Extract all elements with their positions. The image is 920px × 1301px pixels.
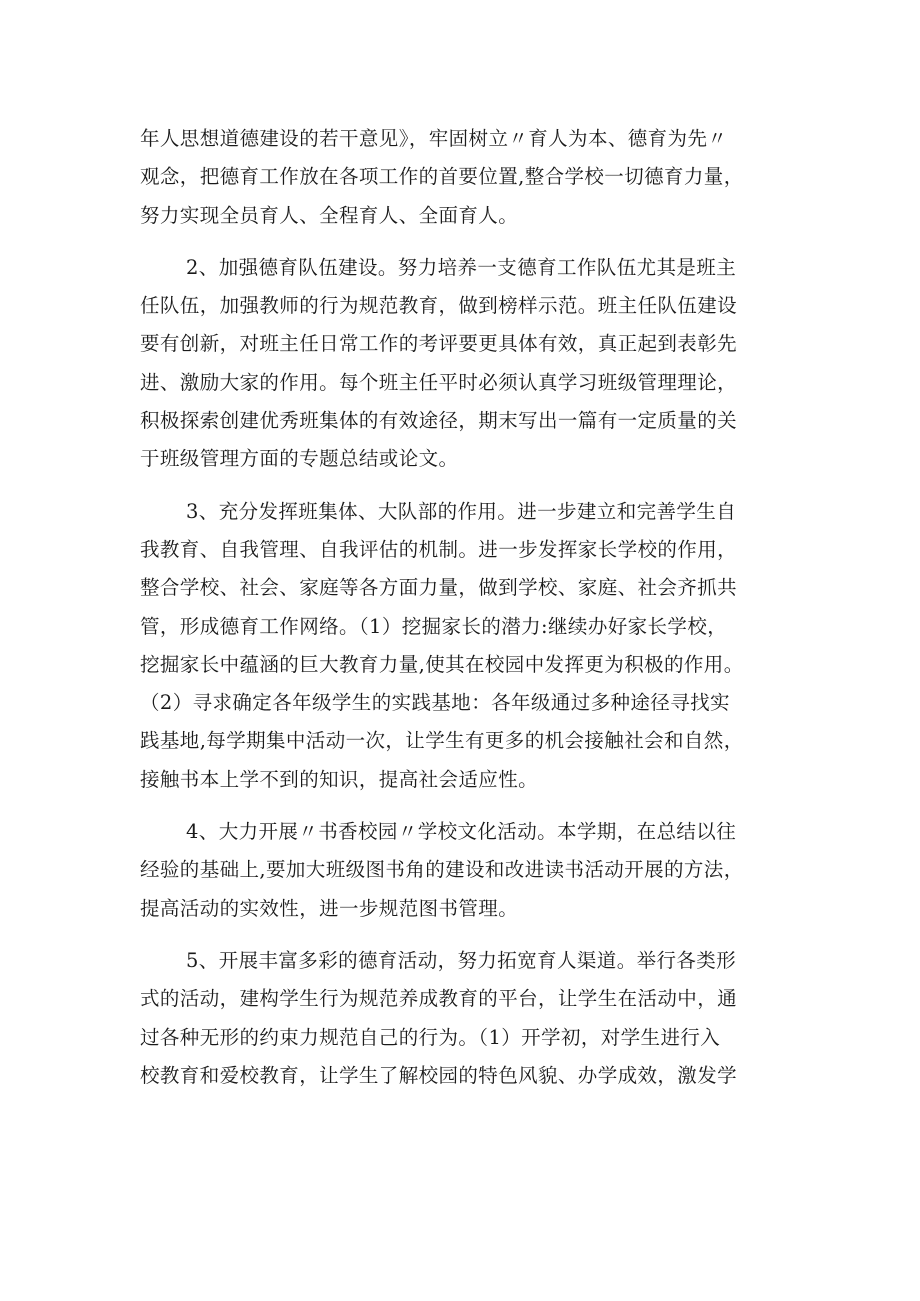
text-line: 过各种无形的约束力规范自己的行为。（1）开学初，对学生进行入 [140, 1025, 721, 1049]
text-line: 提高活动的实效性，进一步规范图书管理。 [140, 896, 519, 920]
text-line: 践基地,每学期集中活动一次，让学生有更多的机会接触社会和自然， [140, 729, 744, 753]
text-line: 我教育、自我管理、自我评估的机制。进一步发挥家长学校的作用， [140, 537, 738, 561]
text-line: 式的活动，建构学生行为规范养成教育的平台，让学生在活动中，通 [140, 987, 738, 1011]
text-line: （2）寻求确定各年级学生的实践基地：各年级通过多种途径寻找实 [140, 691, 730, 715]
body-text [140, 120, 790, 1109]
text-line: 管，形成德育工作网络。（1）挖掘家长的潜力:继续办好家长学校， [140, 614, 728, 638]
paragraph-0 [140, 120, 790, 235]
text-line: 进、激励大家的作用。每个班主任平时必须认真学习班级管理理论， [140, 370, 738, 394]
paragraph-1 [140, 249, 790, 479]
text-line: 要有创新，对班主任日常工作的考评要更具体有效，真正起到表彰先 [140, 332, 738, 356]
paragraph-3 [140, 813, 790, 928]
text-line: 经验的基础上,要加大班级图书角的建设和改进读书活动开展的方法， [140, 858, 744, 882]
text-line: 5、开展丰富多彩的德育活动，努力拓宽育人渠道。举行各类形 [186, 948, 737, 972]
text-line: 努力实现全员育人、全程育人、全面育人。 [140, 203, 519, 227]
paragraph-2 [140, 493, 790, 799]
paragraph-4 [140, 942, 790, 1095]
text-line: 任队伍，加强教师的行为规范教育，做到榜样示范。班主任队伍建设 [140, 294, 738, 318]
text-line: 2、加强德育队伍建设。努力培养一支德育工作队伍尤其是班主 [186, 255, 737, 279]
text-line: 于班级管理方面的专题总结或论文。 [140, 447, 459, 471]
text-line: 积极探索创建优秀班集体的有效途径，期末写出一篇有一定质量的关 [140, 409, 738, 433]
text-line: 观念，把德育工作放在各项工作的首要位置,整合学校一切德育力量， [140, 165, 744, 189]
text-line: 接触书本上学不到的知识，提高社会适应性。 [140, 767, 539, 791]
text-line: 校教育和爱校教育，让学生了解校园的特色风貌、办学成效，激发学 [140, 1063, 738, 1087]
text-line: 挖掘家长中蕴涵的巨大教育力量,使其在校园中发挥更为积极的作用。 [140, 652, 744, 676]
text-line: 4、大力开展〃书香校园〃学校文化活动。本学期，在总结以往 [186, 820, 737, 844]
text-line: 3、充分发挥班集体、大队部的作用。进一步建立和完善学生自 [186, 499, 737, 523]
text-line: 年人思想道德建设的若干意见》，牢固树立〃育人为本、德育为先〃 [140, 127, 728, 150]
text-line: 整合学校、社会、家庭等各方面力量，做到学校、家庭、社会齐抓共 [140, 576, 738, 600]
